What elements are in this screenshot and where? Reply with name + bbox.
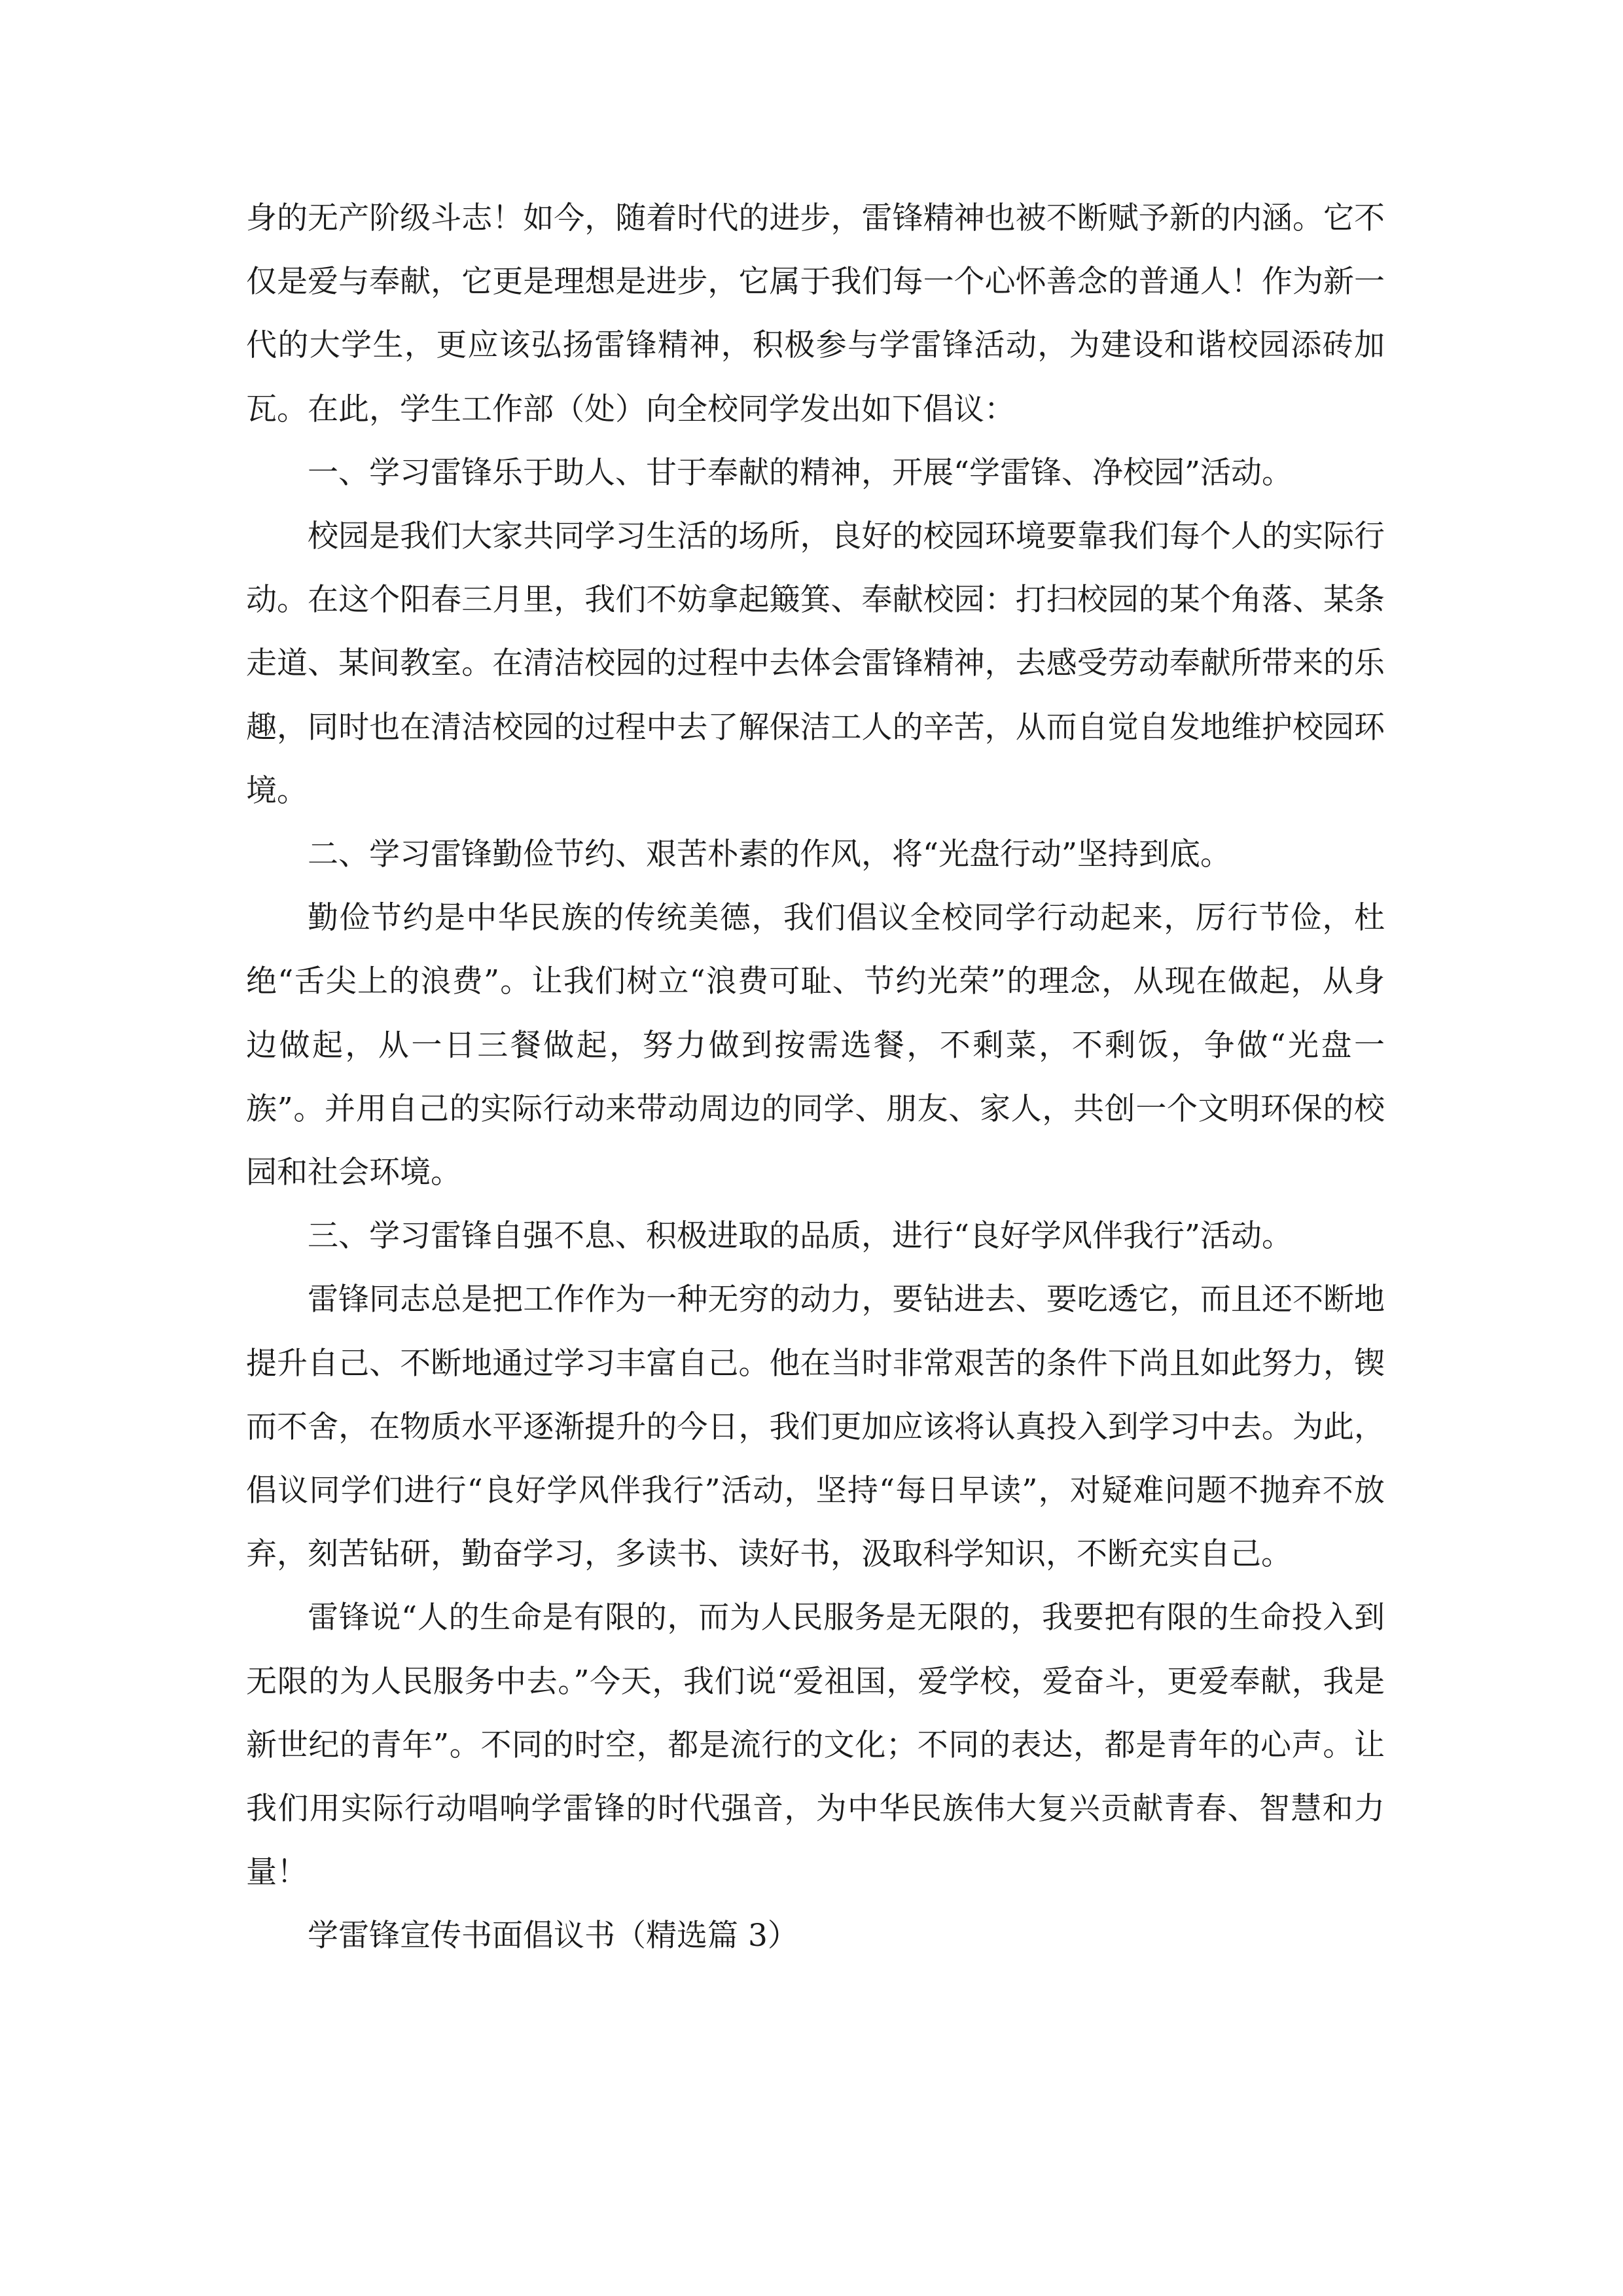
proposal-heading-2: 二、学习雷锋勤俭节约、艰苦朴素的作风，将“光盘行动”坚持到底。 bbox=[308, 836, 1232, 873]
paragraph-continuation: 身的无产阶级斗志！如今，随着时代的进步，雷锋精神也被不断赋予新的内涵。它不仅是爱与奉献，它更是理想是进步，它属于我们每一个心怀善念的普通人！作为新一代的大学生，更应该弘扬雷锋精神，积极参与学雷锋活动，为建设和谐校园添砖加瓦。在此，学生工作部（处）向全校同学发出如下倡议： bbox=[246, 200, 1385, 427]
proposal-heading-1: 一、学习雷锋乐于助人、甘于奉献的精神，开展“学雷锋、净校园”活动。 bbox=[308, 454, 1293, 491]
paragraph-campus-cleaning: 校园是我们大家共同学习生活的场所，良好的校园环境要靠我们每个人的实际行动。在这个阳春三月里，我们不妨拿起簸箕、奉献校园：打扫校园的某个角落、某条走道、某间教室。在清洁校园的过程中去体会雷锋精神，去感受劳动奉献所带来的乐趣，同时也在清洁校园的过程中去了解保洁工人的辛苦，从而自觉自发地维护校园环境。 bbox=[246, 518, 1385, 809]
paragraph-frugality: 勤俭节约是中华民族的传统美德，我们倡议全校同学行动起来，厉行节俭，杜绝“舌尖上的浪费”。让我们树立“浪费可耻、节约光荣”的理念，从现在做起，从身边做起，从一日三餐做起，努力做到按需选餐，不剩菜，不剩饭，争做“光盘一族”。并用自己的实际行动来带动周边的同学、朋友、家人，共创一个文明环保的校园和社会环境。 bbox=[246, 900, 1385, 1191]
document-body bbox=[246, 187, 1385, 1968]
section-title-part-3: 学雷锋宣传书面倡议书（精选篇 3） bbox=[308, 1918, 798, 1954]
paragraph-study-spirit: 雷锋同志总是把工作作为一种无穷的动力，要钻进去、要吃透它，而且还不断地提升自己、不断地通过学习丰富自己。他在当时非常艰苦的条件下尚且如此努力，锲而不舍，在物质水平逐渐提升的今日，我们更加应该将认真投入到学习中去。为此，倡议同学们进行“良好学风伴我行”活动，坚持“每日早读”，对疑难问题不抛弃不放弃，刻苦钻研，勤奋学习，多读书、读好书，汲取科学知识，不断充实自己。 bbox=[246, 1282, 1385, 1573]
paragraph-closing: 雷锋说“人的生命是有限的，而为人民服务是无限的，我要把有限的生命投入到无限的为人民服务中去。”今天，我们说“爱祖国，爱学校，爱奋斗，更爱奉献，我是新世纪的青年”。不同的时空，都是流行的文化；不同的表达，都是青年的心声。让我们用实际行动唱响学雷锋的时代强音，为中华民族伟大复兴贡献青春、智慧和力量！ bbox=[246, 1600, 1385, 1891]
proposal-heading-3: 三、学习雷锋自强不息、积极进取的品质，进行“良好学风伴我行”活动。 bbox=[308, 1218, 1293, 1255]
